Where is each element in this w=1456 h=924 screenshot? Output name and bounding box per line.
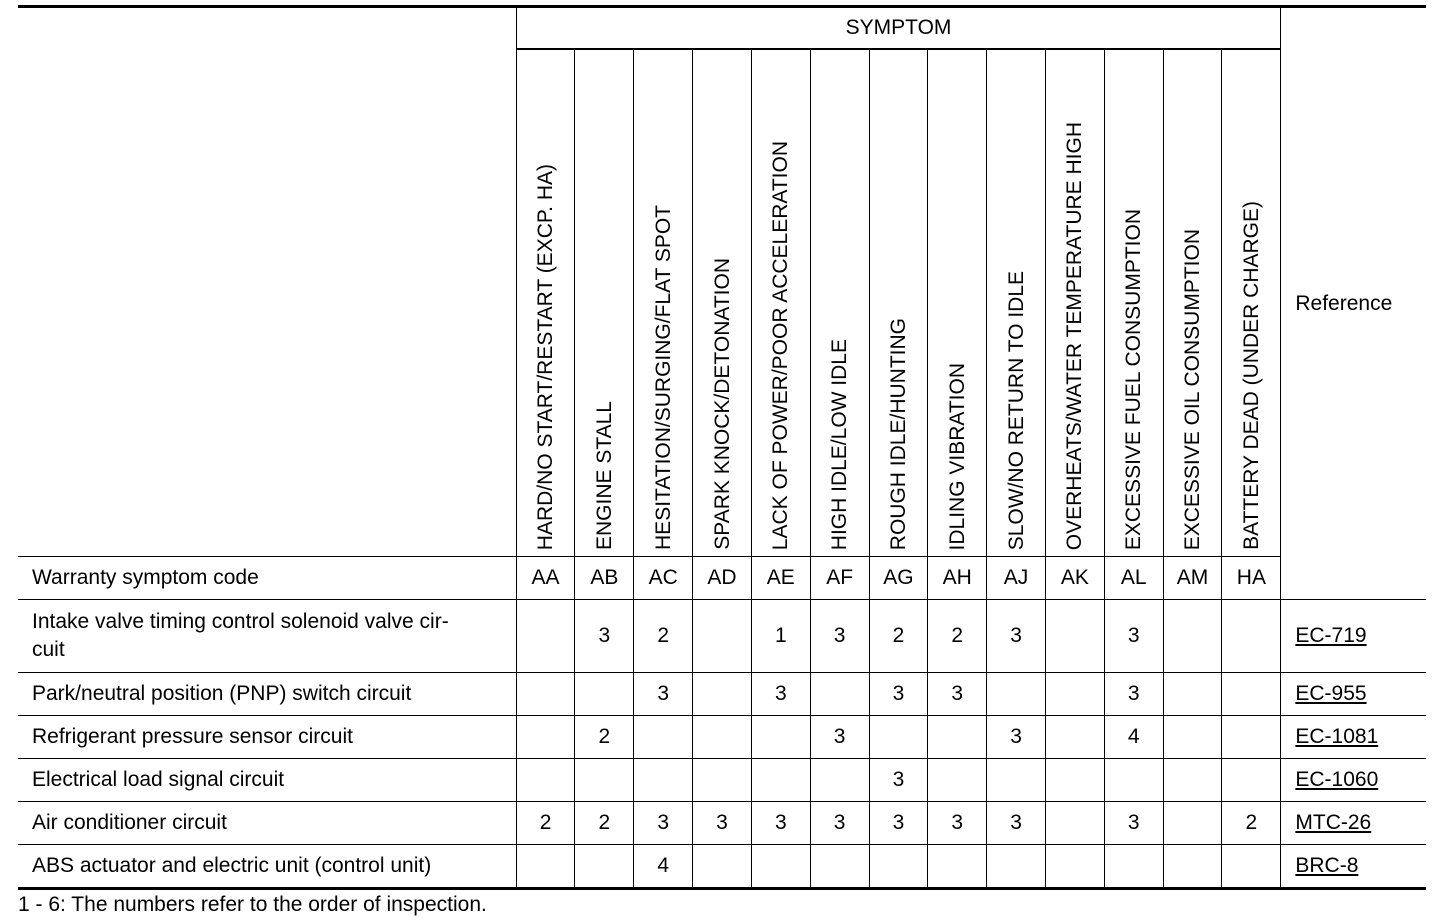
inspection-order-cell — [928, 845, 987, 889]
inspection-order-cell — [751, 759, 810, 802]
inspection-order-cell: 3 — [693, 802, 752, 845]
inspection-order-cell — [1045, 845, 1104, 889]
inspection-order-cell: 3 — [1104, 600, 1163, 673]
inspection-order-cell — [810, 673, 869, 716]
symptom-column-header: BATTERY DEAD (UNDER CHARGE) — [1222, 49, 1281, 557]
inspection-order-cell — [516, 845, 575, 889]
inspection-order-cell — [751, 716, 810, 759]
inspection-order-cell: 2 — [575, 716, 634, 759]
inspection-order-cell: 3 — [987, 802, 1046, 845]
symptom-column-header: HIGH IDLE/LOW IDLE — [810, 49, 869, 557]
inspection-order-cell: 3 — [928, 673, 987, 716]
inspection-order-cell: 3 — [1104, 673, 1163, 716]
table-row — [18, 802, 1426, 845]
symptom-column-header: EXCESSIVE FUEL CONSUMPTION — [1104, 49, 1163, 557]
inspection-order-cell — [516, 600, 575, 673]
inspection-order-cell: 3 — [634, 802, 693, 845]
inspection-order-cell: 2 — [928, 600, 987, 673]
inspection-order-cell — [928, 759, 987, 802]
inspection-order-cell — [1045, 802, 1104, 845]
inspection-order-cell — [751, 845, 810, 889]
inspection-order-cell — [1163, 716, 1222, 759]
inspection-order-cell — [1045, 759, 1104, 802]
inspection-order-cell: 4 — [1104, 716, 1163, 759]
inspection-order-cell: 3 — [634, 673, 693, 716]
inspection-order-cell — [1045, 673, 1104, 716]
reference-link[interactable]: EC-955 — [1295, 682, 1367, 705]
inspection-order-cell — [575, 845, 634, 889]
symptom-title: SYMPTOM — [516, 7, 1281, 50]
inspection-order-cell — [693, 673, 752, 716]
symptom-column-header: HESITATION/SURGING/FLAT SPOT — [634, 49, 693, 557]
warranty-code: AL — [1104, 557, 1163, 600]
reference-link[interactable]: EC-1060 — [1295, 768, 1379, 791]
symptom-column-header: IDLING VIBRATION — [928, 49, 987, 557]
inspection-order-cell — [1104, 759, 1163, 802]
warranty-code: AM — [1163, 557, 1222, 600]
inspection-order-cell: 2 — [634, 600, 693, 673]
inspection-order-cell — [516, 759, 575, 802]
footnote: 1 - 6: The numbers refer to the order of inspection. — [18, 893, 487, 916]
symptom-column-header: SLOW/NO RETURN TO IDLE — [987, 49, 1046, 557]
inspection-order-cell: 2 — [1222, 802, 1281, 845]
inspection-order-cell: 3 — [987, 716, 1046, 759]
warranty-code: AH — [928, 557, 987, 600]
inspection-order-cell: 3 — [987, 600, 1046, 673]
symptom-table — [18, 5, 1426, 890]
inspection-order-cell — [869, 845, 928, 889]
inspection-order-cell: 3 — [869, 673, 928, 716]
inspection-order-cell — [693, 716, 752, 759]
inspection-order-cell: 4 — [634, 845, 693, 889]
inspection-order-cell — [1163, 802, 1222, 845]
row-label: Electrical load signal circuit — [18, 759, 516, 802]
warranty-code: HA — [1222, 557, 1281, 600]
inspection-order-cell: 3 — [575, 600, 634, 673]
warranty-code: AK — [1045, 557, 1104, 600]
symptom-column-header: LACK OF POWER/POOR ACCELERATION — [751, 49, 810, 557]
inspection-order-cell: 3 — [751, 673, 810, 716]
symptom-column-header: HARD/NO START/RESTART (EXCP. HA) — [516, 49, 575, 557]
inspection-order-cell — [987, 845, 1046, 889]
reference-link[interactable]: EC-1081 — [1295, 725, 1379, 748]
inspection-order-cell: 1 — [751, 600, 810, 673]
inspection-order-cell: 3 — [751, 802, 810, 845]
inspection-order-cell — [1222, 673, 1281, 716]
inspection-order-cell — [1045, 716, 1104, 759]
warranty-code: AE — [751, 557, 810, 600]
inspection-order-cell: 3 — [869, 759, 928, 802]
inspection-order-cell — [1222, 759, 1281, 802]
symptom-column-header: ENGINE STALL — [575, 49, 634, 557]
inspection-order-cell — [869, 716, 928, 759]
inspection-order-cell — [1163, 759, 1222, 802]
table-row — [18, 673, 1426, 716]
inspection-order-cell — [1045, 600, 1104, 673]
inspection-order-cell: 3 — [810, 716, 869, 759]
inspection-order-cell — [1163, 845, 1222, 889]
reference-cell — [1281, 673, 1426, 716]
inspection-order-cell: 3 — [1104, 802, 1163, 845]
warranty-code: AB — [575, 557, 634, 600]
table-row — [18, 600, 1426, 673]
table-row — [18, 716, 1426, 759]
warranty-code: AG — [869, 557, 928, 600]
inspection-order-cell — [1222, 845, 1281, 889]
inspection-order-cell — [1163, 600, 1222, 673]
reference-cell — [1281, 845, 1426, 889]
inspection-order-cell — [693, 845, 752, 889]
inspection-order-cell — [575, 759, 634, 802]
inspection-order-cell — [987, 673, 1046, 716]
row-label: Refrigerant pressure sensor circuit — [18, 716, 516, 759]
table-body — [18, 600, 1426, 889]
warranty-code: AF — [810, 557, 869, 600]
inspection-order-cell — [1222, 716, 1281, 759]
warranty-code-label: Warranty symptom code — [18, 557, 516, 600]
symptom-column-header: SPARK KNOCK/DETONATION — [693, 49, 752, 557]
header-blank-cell — [18, 7, 516, 557]
reference-cell — [1281, 716, 1426, 759]
row-label: Intake valve timing control solenoid valve cir- cuit — [18, 600, 516, 673]
inspection-order-cell: 3 — [928, 802, 987, 845]
inspection-order-cell — [634, 759, 693, 802]
inspection-order-cell: 2 — [869, 600, 928, 673]
inspection-order-cell — [516, 716, 575, 759]
inspection-order-cell — [634, 716, 693, 759]
inspection-order-cell: 2 — [575, 802, 634, 845]
reference-cell — [1281, 802, 1426, 845]
inspection-order-cell — [987, 759, 1046, 802]
inspection-order-cell: 3 — [810, 600, 869, 673]
inspection-order-cell — [693, 600, 752, 673]
warranty-code: AA — [516, 557, 575, 600]
reference-cell — [1281, 759, 1426, 802]
inspection-order-cell: 3 — [810, 802, 869, 845]
symptom-column-header: EXCESSIVE OIL CONSUMPTION — [1163, 49, 1222, 557]
inspection-order-cell — [810, 759, 869, 802]
row-label: Park/neutral position (PNP) switch circuit — [18, 673, 516, 716]
inspection-order-cell — [1222, 600, 1281, 673]
warranty-code: AJ — [987, 557, 1046, 600]
reference-link[interactable]: EC-719 — [1295, 624, 1367, 647]
warranty-code: AC — [634, 557, 693, 600]
symptom-column-header: OVERHEATS/WATER TEMPERATURE HIGH — [1045, 49, 1104, 557]
warranty-code: AD — [693, 557, 752, 600]
inspection-order-cell — [928, 716, 987, 759]
inspection-order-cell: 3 — [869, 802, 928, 845]
inspection-order-cell — [575, 673, 634, 716]
inspection-order-cell: 2 — [516, 802, 575, 845]
inspection-order-cell — [1163, 673, 1222, 716]
symptom-column-header: ROUGH IDLE/HUNTING — [869, 49, 928, 557]
reference-header: Reference — [1281, 7, 1426, 600]
inspection-order-cell — [810, 845, 869, 889]
table-row — [18, 845, 1426, 889]
reference-cell — [1281, 600, 1426, 673]
row-label: ABS actuator and electric unit (control unit) — [18, 845, 516, 889]
table-row — [18, 759, 1426, 802]
inspection-order-cell — [1104, 845, 1163, 889]
row-label: Air conditioner circuit — [18, 802, 516, 845]
reference-link[interactable]: BRC-8 — [1295, 854, 1359, 877]
inspection-order-cell — [516, 673, 575, 716]
inspection-order-cell — [693, 759, 752, 802]
reference-link[interactable]: MTC-26 — [1295, 811, 1372, 834]
